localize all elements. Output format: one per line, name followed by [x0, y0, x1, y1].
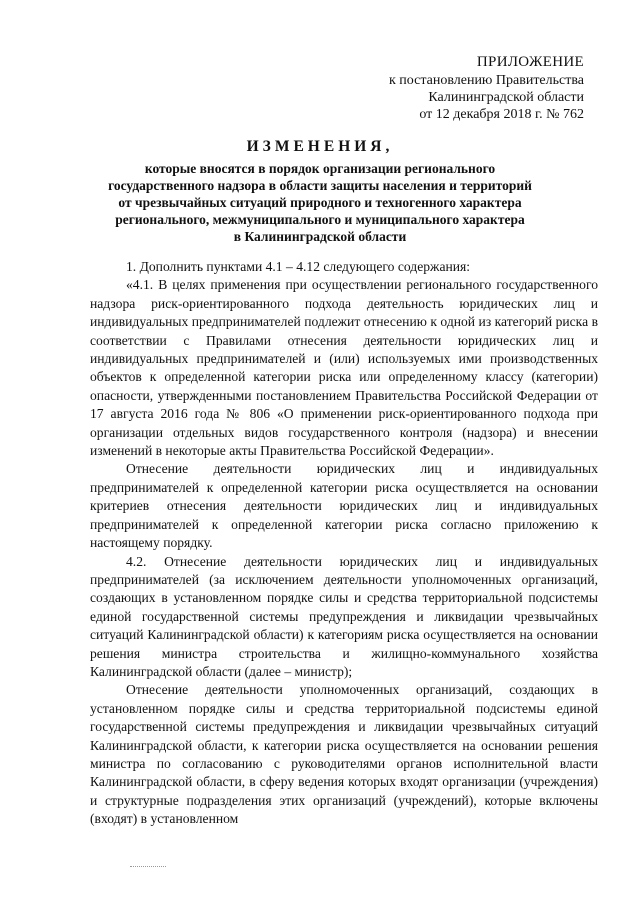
appendix-line-2: Калининградской области [428, 90, 584, 105]
body-paragraph: Отнесение деятельности юридических лиц и индивидуальных предпринимателей к определенной категории риска осуществляется на основании критериев отнесения деятельности юридических лиц и индивидуальных предпринимателей к определенной категории риска согласно приложению к настоящему порядку. [90, 461, 598, 551]
body-paragraph: 1. Дополнить пунктами 4.1 – 4.12 следующего содержания: [126, 259, 471, 274]
heading-subtitle-line: государственного надзора в области защиты населения и территорий [108, 178, 532, 193]
heading-subtitle-line: от чрезвычайных ситуаций природного и техногенного характера [118, 195, 522, 210]
heading-subtitle-line: которые вносятся в порядок организации регионального [144, 161, 496, 176]
body-paragraph: 4.2. Отнесение деятельности юридических лиц и индивидуальных предпринимателей (за исключением деятельности уполномоченных организаций, создающих в установленном порядке силы и средства территориальной подсистемы единой государственной системы предупреждения и ликвидации чрезвычайных ситуаций Калининградской области) к категориям риска осуществляется на основании решения министра строительства и жилищно-коммунального хозяйства Калининградской области (далее – министр); [90, 553, 598, 679]
heading-title: ИЗМЕНЕНИЯ, [246, 138, 394, 155]
appendix-title: ПРИЛОЖЕНИЕ [476, 54, 584, 70]
heading-subtitle-line: регионального, межмуниципального и муниципального характера [115, 212, 525, 227]
body-paragraph: Отнесение деятельности уполномоченных организаций, создающих в установленном порядке силы и средства территориальной подсистемы единой государственной системы предупреждения и ликвидации чрезвычайных ситуаций Калининградской области, к категории риска осуществляется на основании решения министра по согласованию с руководителями органов исполнительной власти Калининградской области, в сферу ведения которых входят организации (учреждения) и структурные подразделения этих организаций (учреждений), которые включены (входят) в установленном [90, 682, 598, 827]
document-body [90, 258, 598, 829]
footer-mark [130, 866, 166, 867]
heading-subtitle-line: в Калининградской области [233, 229, 407, 244]
appendix-block [344, 54, 584, 123]
appendix-line-1: к постановлению Правительства [388, 73, 584, 88]
body-paragraph: «4.1. В целях применения при осуществлении регионального государственного надзора риск-ориентированного подхода деятельность юридических лиц и индивидуальных предпринимателей подлежит отнесению к одной из категорий риска в соответствии с Правилами отнесения деятельности юридических лиц и индивидуальных предпринимателей и (или) используемых ими производственных объектов к определенной категории риска или определенному классу (категории) опасности, утвержденными постановлением Правительства Российской Федерации от 17 августа 2016 года № 806 «О применении риск-ориентированного подхода при организации отдельных видов государственного контроля (надзора) и внесении изменений в некоторые акты Правительства Российской Федерации». [90, 277, 598, 459]
appendix-line-3: от 12 декабря 2018 г. № 762 [419, 107, 584, 122]
document-heading [60, 138, 580, 245]
